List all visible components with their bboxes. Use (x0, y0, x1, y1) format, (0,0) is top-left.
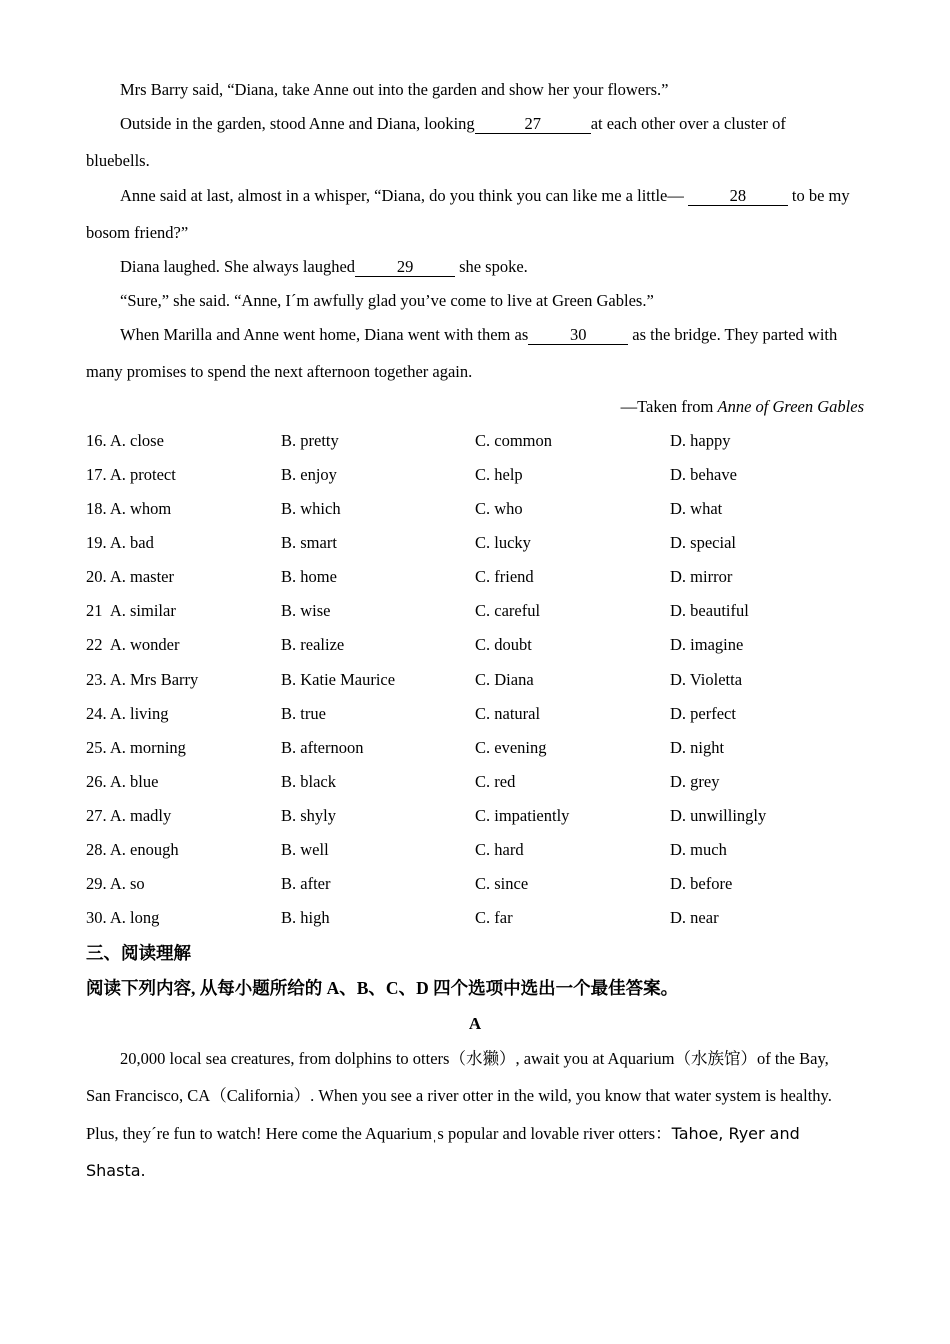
option-b: B. which (281, 499, 341, 518)
passage-paragraph-3-cont: bosom friend?” (86, 223, 189, 242)
passage-text: at each other over a cluster of (590, 114, 786, 133)
option-b: B. black (281, 772, 336, 791)
option-b: B. wise (281, 601, 331, 620)
option-c: C. Diana (475, 670, 534, 689)
reading-line-2: San Francisco, CA（California）. When you see a river otter in the wild, you know that water system is healthy. (86, 1086, 832, 1105)
passage-text: she spoke. (459, 257, 528, 276)
option-c: C. lucky (475, 533, 531, 552)
question-row (86, 670, 886, 690)
option-d: D. special (670, 533, 736, 552)
source-prefix: —Taken from (620, 397, 718, 416)
option-c: C. who (475, 499, 523, 518)
option-a: 22 A. wonder (86, 635, 180, 654)
option-a: 29. A. so (86, 874, 145, 893)
question-row (86, 704, 886, 724)
question-row (86, 806, 886, 826)
option-d: D. behave (670, 465, 737, 484)
option-a: 19. A. bad (86, 533, 154, 552)
reading-otter-names: Tahoe, Ryer and (671, 1124, 800, 1143)
option-c: C. evening (475, 738, 547, 757)
question-row (86, 465, 886, 485)
option-d: D. much (670, 840, 727, 859)
option-c: C. natural (475, 704, 541, 723)
passage-text: Outside in the garden, stood Anne and Diana, looking (120, 114, 475, 133)
reading-line-1: 20,000 local sea creatures, from dolphins to otters（水獭）, await you at Aquarium（水族馆）of the Bay, (120, 1049, 829, 1068)
passage-text: to be my (791, 186, 850, 205)
option-b: B. well (281, 840, 329, 859)
option-a: 25. A. morning (86, 738, 186, 757)
option-d: D. beautiful (670, 601, 749, 620)
question-row (86, 738, 886, 758)
part-label: A (468, 1014, 482, 1033)
option-c: C. doubt (475, 635, 532, 654)
option-b: B. afternoon (281, 738, 364, 757)
source-attribution (621, 397, 864, 417)
question-row (86, 635, 886, 655)
option-c: C. hard (475, 840, 524, 859)
question-row (86, 874, 886, 894)
option-a: 30. A. long (86, 908, 160, 927)
passage-text: as the bridge. They parted with (632, 325, 838, 344)
blank-27: 27 (475, 115, 591, 134)
option-c: C. common (475, 431, 552, 450)
option-d: D. imagine (670, 635, 744, 654)
blank-28: 28 (688, 187, 788, 206)
option-b: B. home (281, 567, 337, 586)
option-b: B. after (281, 874, 331, 893)
question-row (86, 772, 886, 792)
blank-29: 29 (355, 258, 455, 277)
option-d: D. before (670, 874, 733, 893)
option-b: B. shyly (281, 806, 337, 825)
option-b: B. smart (281, 533, 337, 552)
question-row (86, 431, 886, 451)
question-row (86, 908, 886, 928)
option-a: 16. A. close (86, 431, 164, 450)
reading-line-4: Shasta. (86, 1161, 146, 1180)
option-a: 21 A. similar (86, 601, 176, 620)
option-d: D. happy (670, 431, 731, 450)
option-d: D. night (670, 738, 725, 757)
option-a: 17. A. protect (86, 465, 176, 484)
option-d: D. perfect (670, 704, 736, 723)
passage-paragraph-3 (120, 186, 850, 206)
passage-text: When Marilla and Anne went home, Diana went with them as (120, 325, 529, 344)
option-c: C. red (475, 772, 516, 791)
option-d: D. grey (670, 772, 720, 791)
passage-text: Anne said at last, almost in a whisper, “Diana, do you think you can like me a little— (120, 186, 684, 205)
passage-paragraph-4 (120, 257, 528, 277)
passage-paragraph-5: “Sure,” she said. “Anne, Iˊm awfully glad you’ve come to live at Green Gables.” (120, 291, 654, 310)
source-title: Anne of Green Gables (717, 397, 864, 416)
option-c: C. far (475, 908, 513, 927)
option-b: B. pretty (281, 431, 339, 450)
option-a: 24. A. living (86, 704, 169, 723)
passage-paragraph-6-cont: many promises to spend the next afternoon together again. (86, 362, 473, 381)
option-b: B. Katie Maurice (281, 670, 396, 689)
option-b: B. realize (281, 635, 345, 654)
passage-paragraph-2 (120, 114, 786, 134)
passage-text: Diana laughed. She always laughed (120, 257, 356, 276)
option-b: B. high (281, 908, 330, 927)
option-a: 28. A. enough (86, 840, 179, 859)
option-a: 20. A. master (86, 567, 174, 586)
option-a: 23. A. Mrs Barry (86, 670, 199, 689)
question-row (86, 499, 886, 519)
option-d: D. unwillingly (670, 806, 767, 825)
reading-line-3 (86, 1124, 800, 1144)
reading-text: Plus, theyˊre fun to watch! Here come the Aquariumˌs popular and lovable river otters： (86, 1124, 672, 1143)
option-c: C. friend (475, 567, 534, 586)
passage-paragraph-6 (120, 325, 837, 345)
option-a: 18. A. whom (86, 499, 172, 518)
option-d: D. mirror (670, 567, 733, 586)
option-c: C. careful (475, 601, 541, 620)
option-c: C. help (475, 465, 523, 484)
option-b: B. enjoy (281, 465, 337, 484)
option-d: D. what (670, 499, 723, 518)
option-c: C. impatiently (475, 806, 570, 825)
option-d: D. near (670, 908, 719, 927)
question-row (86, 601, 886, 621)
option-d: D. Violetta (670, 670, 743, 689)
option-b: B. true (281, 704, 326, 723)
section-instruction: 阅读下列内容, 从每小题所给的 A、B、C、D 四个选项中选出一个最佳答案。 (86, 978, 679, 998)
section-title: 三、阅读理解 (86, 943, 191, 963)
option-c: C. since (475, 874, 529, 893)
option-a: 26. A. blue (86, 772, 159, 791)
blank-30: 30 (528, 326, 628, 345)
question-row (86, 567, 886, 587)
option-a: 27. A. madly (86, 806, 172, 825)
question-row (86, 533, 886, 553)
question-row (86, 840, 886, 860)
passage-paragraph-1: Mrs Barry said, “Diana, take Anne out into the garden and show her your flowers.” (120, 80, 669, 99)
passage-paragraph-2-cont: bluebells. (86, 151, 150, 170)
